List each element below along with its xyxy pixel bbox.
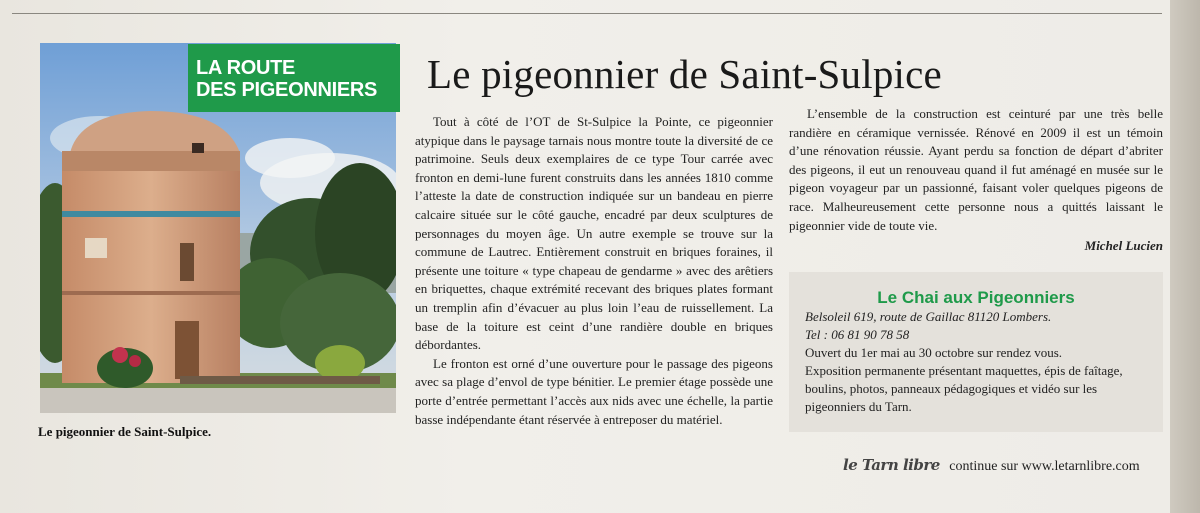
author-byline: Michel Lucien xyxy=(1084,238,1163,254)
info-box xyxy=(789,272,1163,432)
article-title: Le pigeonnier de Saint-Sulpice xyxy=(427,51,942,97)
article-column-1 xyxy=(415,113,773,429)
page-edge xyxy=(1170,0,1200,513)
footer xyxy=(843,456,1140,475)
info-box-body xyxy=(805,308,1155,416)
paragraph-2: Le fronton est orné d’une ouverture pour le passage des pigeons avec sa plage d’envol de type bénitier. Le premier étage possède une porte d’entrée permettant l’accès aux nids avec une échelle, la partie basse indépendante étant réservée à entreposer du matériel. xyxy=(415,355,773,427)
route-badge xyxy=(188,44,400,112)
info-description: Exposition permanente présentant maquettes, épis de faîtage, boulins, photos, panneaux pédagogiques et vidéo sur les pigeonniers du Tarn. xyxy=(805,363,1123,414)
tarn-libre-logo: le Tarn libre xyxy=(843,456,940,474)
top-rule xyxy=(12,13,1162,14)
footer-link-text[interactable]: continue sur www.letarnlibre.com xyxy=(949,459,1140,474)
paragraph-1: Tout à côté de l’OT de St-Sulpice la Pointe, ce pigeonnier atypique dans le paysage tarnais nous montre toute la diversité de ce patrimoine. Seuls deux exemplaires de ce type Tour carrée avec fronton en demi-lune furent construits dans les années 1810 comme l’atteste la date de construction indiquée sur un bandeau en pierre calcaire située sur le côté gauche, encadré par deux sculptures de personnages du moyen âge. Un autre exemple se trouve sur la commune de Lautrec. Entièrement construit en briques foraines, il présente une toiture « type chapeau de gendarme » avec des arêtiers en briquettes, chaque extrémité recevant des briques plates formant un tremplin afin d’évacuer au plus loin l’eau de ruissellement. La base de la toiture est ceint d’une randière double en briques débordantes. xyxy=(415,114,773,353)
photo-caption: Le pigeonnier de Saint-Sulpice. xyxy=(38,424,212,439)
info-box-title: Le Chai aux Pigeonniers xyxy=(877,288,1075,307)
info-hours: Ouvert du 1er mai au 30 octobre sur rendez vous. xyxy=(805,345,1063,360)
paragraph-3: L’ensemble de la construction est ceinturé par une très belle randière en céramique vernissée. Rénové en 2009 il est un témoin d’une rénovation réussie. Ayant perdu sa fonction de départ d’abriter des pigeons, il eut un renouveau quand il fut aménagé en musée sur le pigeon voyageur par un passionné, faisant voler quelques pigeons de race. Malheureusement cette personne nous a quittés laissant le pigeonnier vide de toute vie. xyxy=(789,106,1163,233)
info-phone: Tel : 06 81 90 78 58 xyxy=(805,327,910,342)
badge-line1: LA ROUTE xyxy=(196,57,296,79)
badge-line2: DES PIGEONNIERS xyxy=(196,79,378,101)
info-address: Belsoleil 619, route de Gaillac 81120 Lombers. xyxy=(805,309,1052,324)
article-column-2 xyxy=(789,105,1163,256)
